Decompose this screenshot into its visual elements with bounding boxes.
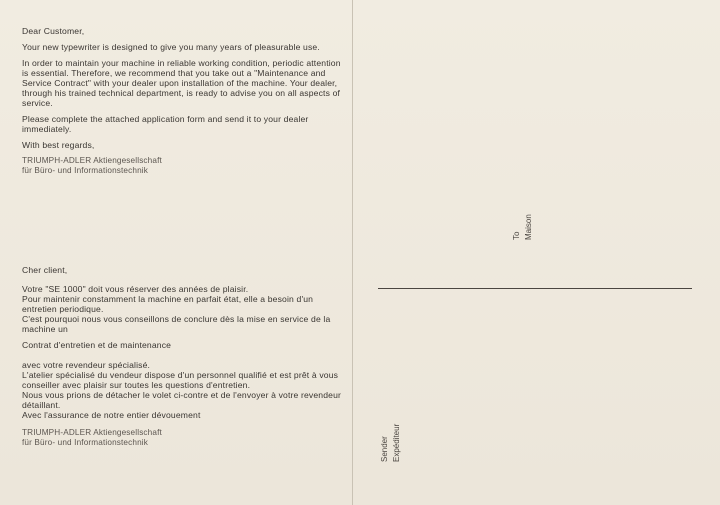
french-contract-title: Contrat d'entretien et de maintenance bbox=[22, 340, 172, 350]
company-subtitle: für Büro- und Informationstechnik bbox=[22, 438, 149, 447]
english-paragraph-2: In order to maintain your machine in reliable working condition, periodic attention is essential. Therefore, we recommend that you take out a "Maintenance and Service Contract" with your dealer upon installation of the machine. Your dealer, through his trained technical department, is ready to advise you on all aspects of service. bbox=[22, 58, 341, 108]
english-paragraph-3: Please complete the attached application form and send it to your dealer immediately. bbox=[22, 114, 309, 134]
to-label: To bbox=[512, 231, 521, 240]
french-salutation: Cher client, bbox=[22, 265, 68, 275]
fold-line bbox=[352, 0, 353, 505]
company-name: TRIUMPH-ADLER Aktiengesellschaft bbox=[22, 156, 162, 165]
english-closing: With best regards, bbox=[22, 140, 95, 150]
english-signature bbox=[22, 156, 342, 176]
expediteur-label: Expéditeur bbox=[392, 423, 401, 462]
french-line-6: L'atelier spécialisé du vendeur dispose d'un personnel qualifié et est prêt à vous conseiller avec plaisir sur toutes les questions d'entretien. bbox=[22, 370, 339, 390]
french-line-8: Avec l'assurance de notre entier dévouement bbox=[22, 410, 201, 420]
french-line-3: C'est pourquoi nous vous conseillons de conclure dès la mise en service de la machine un bbox=[22, 314, 331, 334]
french-line-1: Votre "SE 1000" doit vous réserver des années de plaisir. bbox=[22, 284, 249, 294]
french-signature bbox=[22, 428, 347, 448]
company-name: TRIUMPH-ADLER Aktiengesellschaft bbox=[22, 428, 162, 437]
french-letter bbox=[22, 265, 347, 448]
french-line-5: avec votre revendeur spécialisé. bbox=[22, 360, 151, 370]
french-line-2: Pour maintenir constamment la machine en parfait état, elle a besoin d'un entretien periodique. bbox=[22, 294, 314, 314]
english-salutation: Dear Customer, bbox=[22, 26, 85, 36]
english-paragraph-1: Your new typewriter is designed to give you many years of pleasurable use. bbox=[22, 42, 320, 52]
company-subtitle: für Büro- und Informationstechnik bbox=[22, 166, 149, 175]
sender-label: Sender bbox=[380, 436, 389, 462]
maison-label: Maison bbox=[524, 214, 533, 240]
french-line-7: Nous vous prions de détacher le volet ci-contre et de l'envoyer à votre revendeur détaillant. bbox=[22, 390, 342, 410]
address-line bbox=[378, 288, 692, 289]
english-letter bbox=[22, 26, 342, 176]
